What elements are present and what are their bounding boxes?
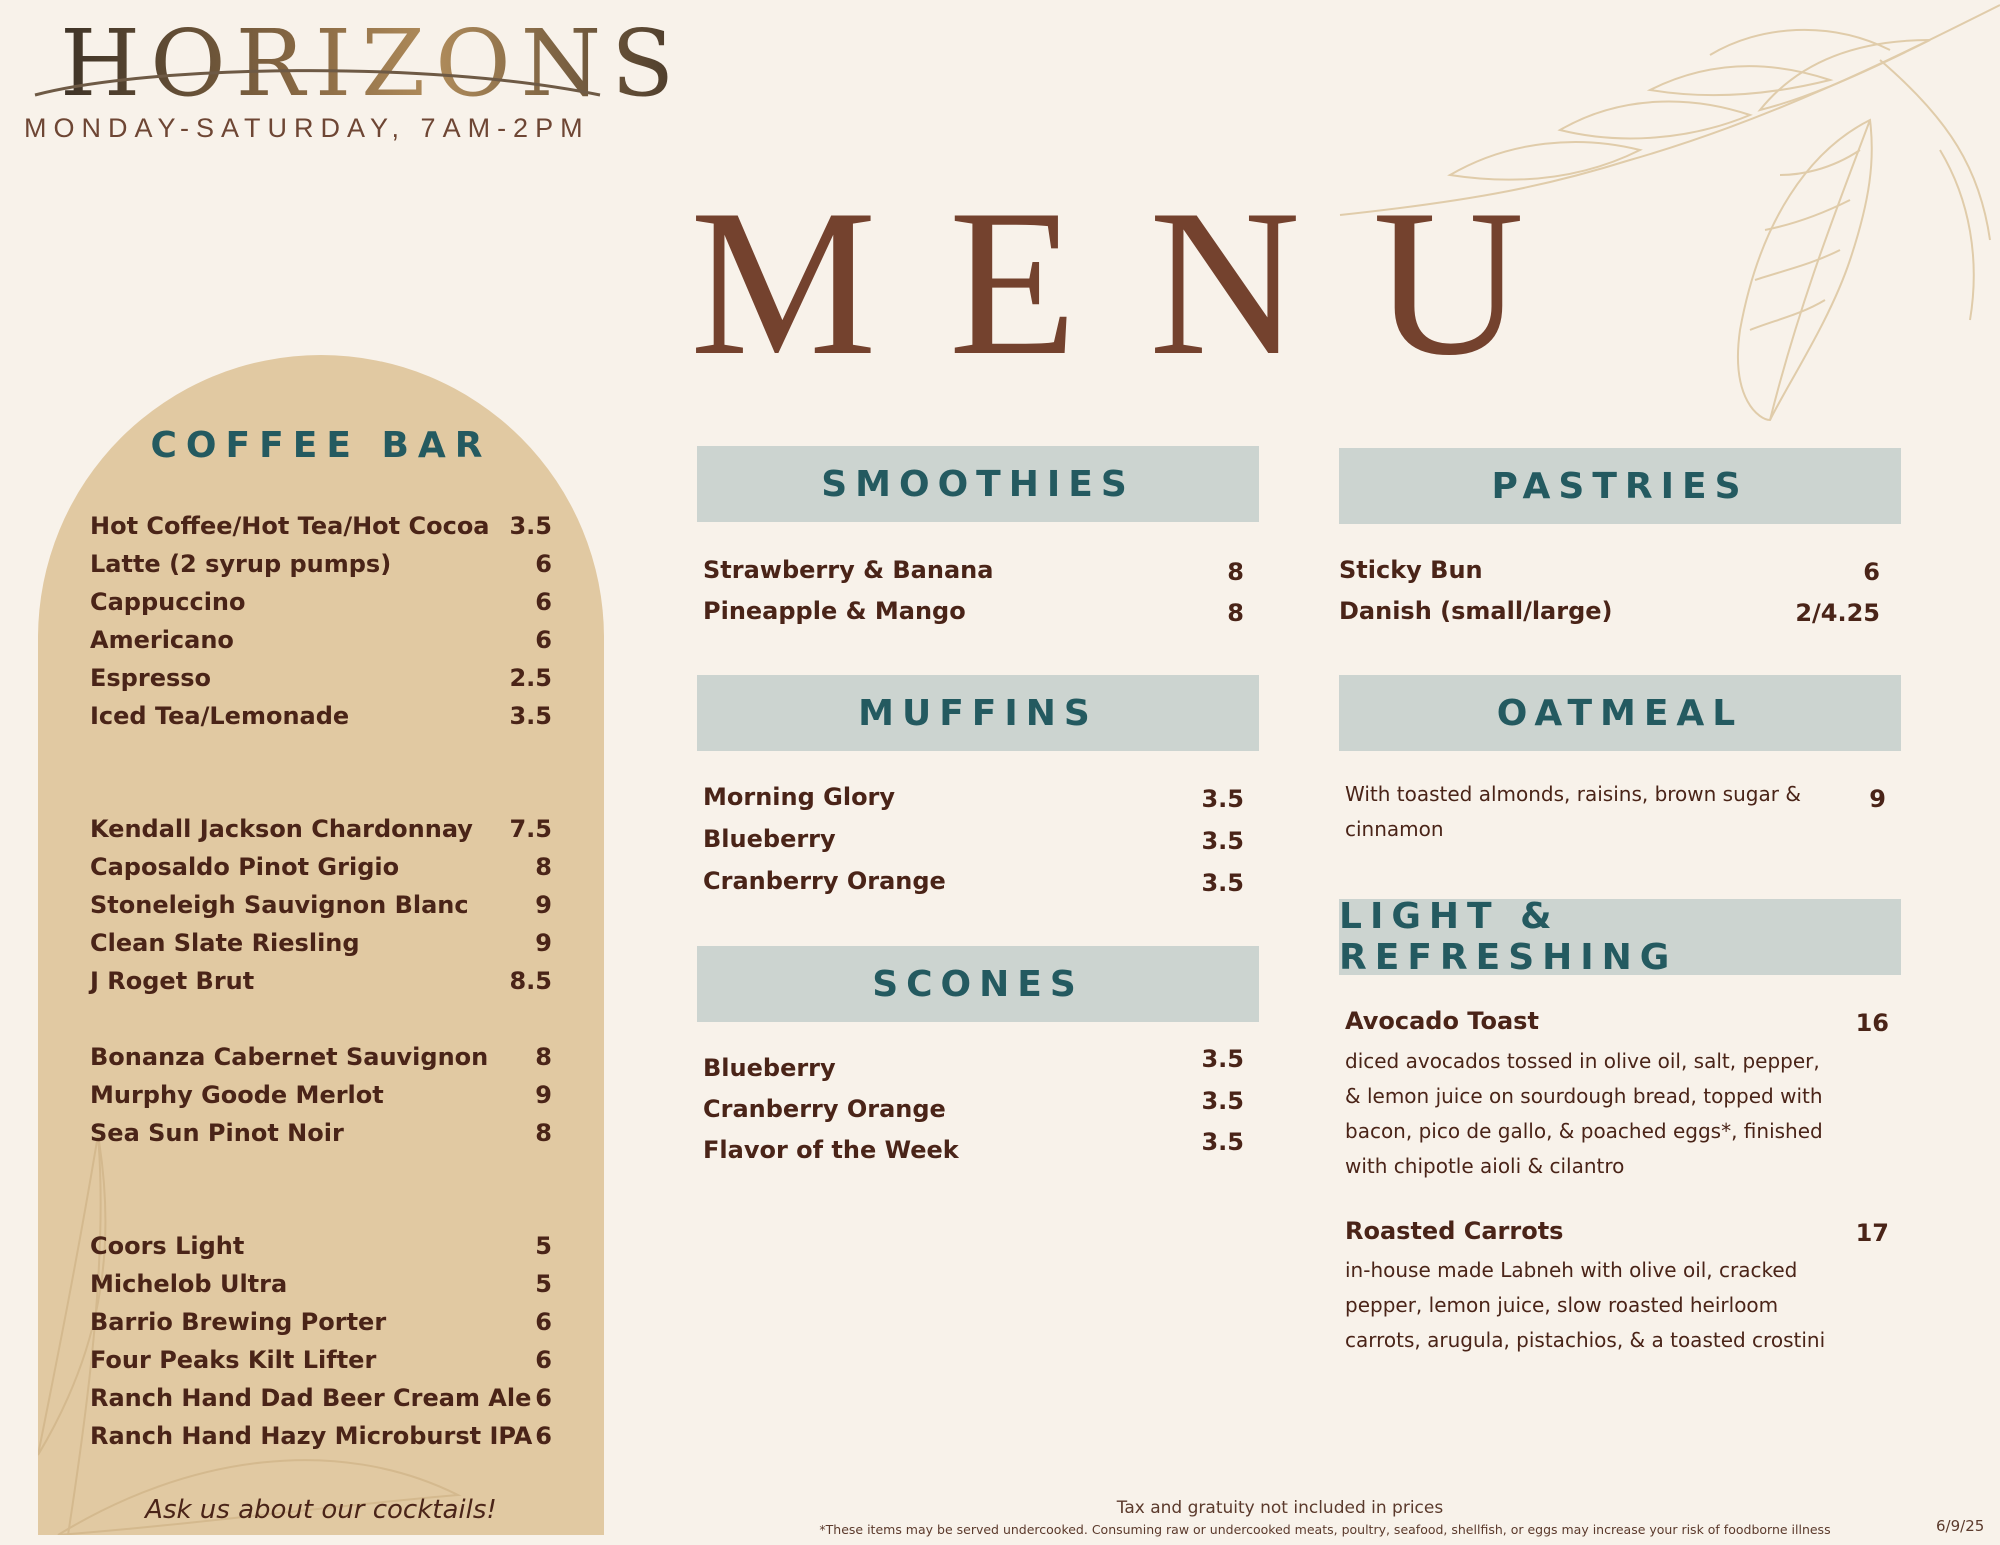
- list-item: Flavor of the Week: [703, 1136, 959, 1164]
- brand-logo: HORIZONS: [60, 10, 685, 117]
- item-price: 3.5: [1201, 1087, 1244, 1115]
- pastries-header: PASTRIES: [1339, 448, 1901, 524]
- drink-price: 5: [535, 1232, 552, 1260]
- drink-price: 6: [535, 1422, 552, 1450]
- drink-name: Sea Sun Pinot Noir: [90, 1119, 344, 1147]
- item-price: 8: [1227, 599, 1244, 627]
- drink-price: 8: [535, 853, 552, 881]
- drink-price: 6: [535, 1308, 552, 1336]
- drink-name: Barrio Brewing Porter: [90, 1308, 387, 1336]
- drink-name: Murphy Goode Merlot: [90, 1081, 384, 1109]
- drink-row: [90, 929, 552, 967]
- item-price: 3.5: [1201, 827, 1244, 855]
- item-description: diced avocados tossed in olive oil, salt, pepper,: [1345, 1049, 1820, 1073]
- list-item: Danish (small/large): [1339, 597, 1613, 625]
- smoothies-header: SMOOTHIES: [697, 446, 1259, 522]
- drink-price: 6: [535, 550, 552, 578]
- item-price: 16: [1855, 1009, 1889, 1037]
- drink-name: Bonanza Cabernet Sauvignon: [90, 1043, 489, 1071]
- drink-name: Espresso: [90, 664, 212, 692]
- drink-row: [90, 1384, 552, 1422]
- drink-name: Stoneleigh Sauvignon Blanc: [90, 891, 469, 919]
- drink-name: Kendall Jackson Chardonnay: [90, 815, 473, 843]
- drink-price: 9: [535, 891, 552, 919]
- drink-name: Hot Coffee/Hot Tea/Hot Cocoa: [90, 512, 490, 540]
- item-description: bacon, pico de gallo, & poached eggs*, finished: [1345, 1119, 1823, 1143]
- drink-name: Michelob Ultra: [90, 1270, 288, 1298]
- item-price: 8: [1227, 558, 1244, 586]
- drink-price: 6: [535, 626, 552, 654]
- list-item: Cranberry Orange: [703, 867, 946, 895]
- list-item: Morning Glory: [703, 783, 896, 811]
- coffee-bar-title: COFFEE BAR: [150, 425, 492, 466]
- drink-price: 3.5: [509, 702, 552, 730]
- list-item: Cranberry Orange: [703, 1095, 946, 1123]
- item-description: pepper, lemon juice, slow roasted heirloom: [1345, 1293, 1779, 1317]
- drink-row: [90, 1081, 552, 1119]
- drink-name: Iced Tea/Lemonade: [90, 702, 350, 730]
- page-title: MENU: [690, 167, 1597, 399]
- item-price: 3.5: [1201, 1128, 1244, 1156]
- drink-name: Caposaldo Pinot Grigio: [90, 853, 400, 881]
- item-description: & lemon juice on sourdough bread, topped with: [1345, 1084, 1823, 1108]
- drink-name: Clean Slate Riesling: [90, 929, 360, 957]
- drink-price: 9: [535, 929, 552, 957]
- drink-row: [90, 1346, 552, 1384]
- drink-row: [90, 512, 552, 550]
- list-item: Blueberry: [703, 1054, 836, 1082]
- drink-row: [90, 1232, 552, 1270]
- drink-price: 6: [535, 1346, 552, 1374]
- drink-row: [90, 664, 552, 702]
- item-price: 3.5: [1201, 785, 1244, 813]
- opening-hours: MONDAY-SATURDAY, 7AM-2PM: [24, 113, 590, 143]
- item-price: 9: [1869, 785, 1886, 813]
- drink-row: [90, 1270, 552, 1308]
- drink-name: Ranch Hand Hazy Microburst IPA: [90, 1422, 533, 1450]
- drink-row: [90, 588, 552, 626]
- item-description: carrots, arugula, pistachios, & a toasted crostini: [1345, 1328, 1826, 1352]
- item-price: 17: [1855, 1219, 1889, 1247]
- item-price: 2/4.25: [1795, 599, 1880, 627]
- drink-name: J Roget Brut: [90, 967, 255, 995]
- oatmeal-header: OATMEAL: [1339, 675, 1901, 751]
- drink-row: [90, 891, 552, 929]
- item-price: 6: [1863, 558, 1880, 586]
- muffins-header: MUFFINS: [697, 675, 1259, 751]
- list-item: Avocado Toast: [1345, 1007, 1539, 1035]
- drink-row: [90, 702, 552, 740]
- drink-price: 8: [535, 1119, 552, 1147]
- drink-price: 9: [535, 1081, 552, 1109]
- drink-price: 8.5: [509, 967, 552, 995]
- list-item: Blueberry: [703, 825, 836, 853]
- oatmeal-description-line: cinnamon: [1345, 817, 1444, 841]
- drink-price: 7.5: [509, 815, 552, 843]
- item-description: in-house made Labneh with olive oil, cracked: [1345, 1258, 1798, 1282]
- drink-price: 8: [535, 1043, 552, 1071]
- oatmeal-description-line: With toasted almonds, raisins, brown sugar &: [1345, 782, 1801, 806]
- drink-row: [90, 626, 552, 664]
- scones-header: SCONES: [697, 946, 1259, 1022]
- tax-note: Tax and gratuity not included in prices: [1116, 1498, 1444, 1518]
- drink-price: 6: [535, 1384, 552, 1412]
- list-item: Strawberry & Banana: [703, 556, 994, 584]
- list-item: Sticky Bun: [1339, 556, 1483, 584]
- logo-swoosh-icon: [30, 60, 610, 110]
- foodborne-warning: *These items may be served undercooked. Consuming raw or undercooked meats, poultry, seafood, shellfish, or eggs may increase your risk of foodborne illness: [819, 1522, 1831, 1537]
- drink-name: Ranch Hand Dad Beer Cream Ale: [90, 1384, 532, 1412]
- drink-row: [90, 967, 552, 1005]
- item-price: 3.5: [1201, 869, 1244, 897]
- list-item: Pineapple & Mango: [703, 597, 966, 625]
- drink-name: Coors Light: [90, 1232, 245, 1260]
- drink-name: Americano: [90, 626, 234, 654]
- drink-price: 3.5: [509, 512, 552, 540]
- list-item: Roasted Carrots: [1345, 1217, 1564, 1245]
- item-description: with chipotle aioli & cilantro: [1345, 1154, 1625, 1178]
- drink-row: [90, 1422, 552, 1460]
- drink-row: [90, 550, 552, 588]
- light-refreshing-header: LIGHT & REFRESHING: [1339, 899, 1901, 975]
- drink-row: [90, 853, 552, 891]
- drink-row: [90, 1119, 552, 1157]
- drink-name: Latte (2 syrup pumps): [90, 550, 392, 578]
- drink-name: Cappuccino: [90, 588, 246, 616]
- drink-row: [90, 1043, 552, 1081]
- item-price: 3.5: [1201, 1045, 1244, 1073]
- drink-price: 2.5: [509, 664, 552, 692]
- cocktails-note: Ask us about our cocktails!: [145, 1495, 497, 1525]
- drink-row: [90, 1308, 552, 1346]
- drink-price: 5: [535, 1270, 552, 1298]
- drink-row: [90, 815, 552, 853]
- drink-name: Four Peaks Kilt Lifter: [90, 1346, 377, 1374]
- menu-date: 6/9/25: [1936, 1517, 1985, 1535]
- drink-price: 6: [535, 588, 552, 616]
